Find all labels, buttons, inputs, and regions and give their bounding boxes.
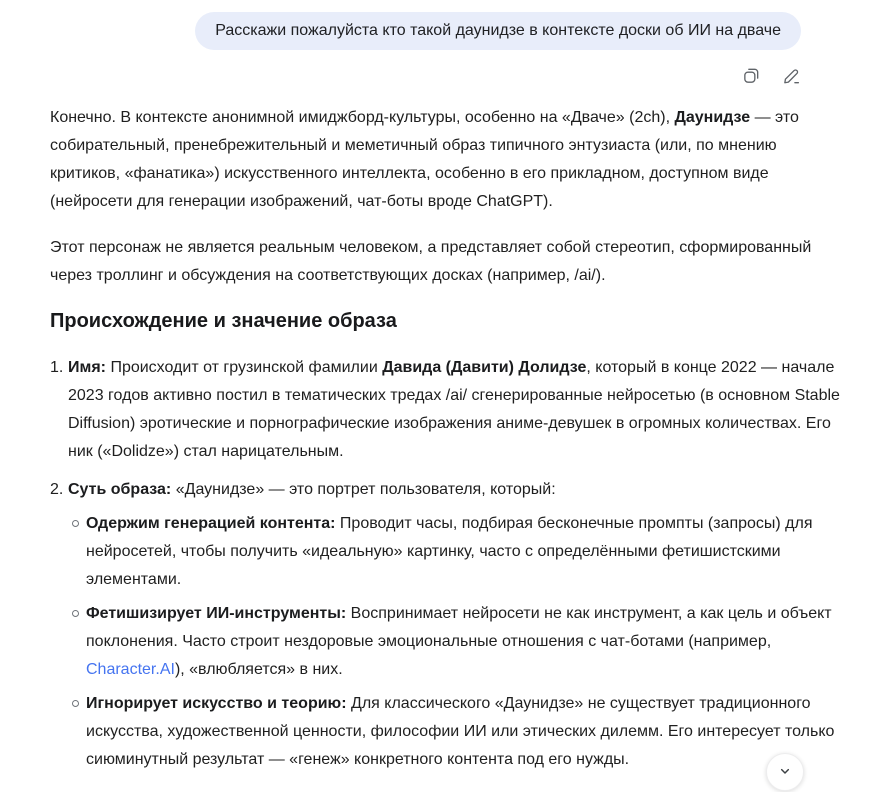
text-segment: Этот персонаж не является реальным человеком, а представляет собой стереотип, сформированный через троллинг и обсуждения на соответствующих досках (например, /ai/). (50, 239, 812, 284)
list-item (50, 476, 846, 774)
bullet-sublist (68, 510, 846, 774)
text-segment: Конечно. В контексте анонимной имиджборд-культуры, особенно на «Дваче» (2ch), (50, 109, 675, 126)
response-paragraph-2 (50, 234, 846, 290)
list-item-text (68, 481, 556, 498)
numbered-list (50, 354, 846, 774)
list-item-text (68, 359, 840, 460)
list-item (50, 354, 846, 466)
chevron-down-icon (777, 763, 793, 782)
sublist-item (86, 600, 846, 684)
response-paragraph-1 (50, 104, 846, 216)
copy-icon (742, 66, 761, 85)
text-segment: Воспринимает нейросети не как инструмент, а как цель и объект поклонения. Часто строит нездоровые эмоциональные отношения с чат-ботами (например, (86, 605, 832, 650)
bold-text: Имя: (68, 359, 106, 376)
sublist-item (86, 510, 846, 594)
bold-text: Фетишизирует ИИ-инструменты: (86, 605, 347, 622)
message-actions (0, 50, 890, 88)
text-segment: «Даунидзе» — это портрет пользователя, который: (171, 481, 556, 498)
text-segment: Для классического «Даунидзе» не существует традиционного искусства, художественной ценности, философии ИИ или этических дилемм. Его интересует только сиюминутный результат — «генеж» конкретного контента под его нужды. (86, 695, 835, 768)
bold-text: Одержим генерацией контента: (86, 515, 336, 532)
bold-text: Суть образа: (68, 481, 172, 498)
edit-button[interactable] (776, 62, 806, 88)
text-segment: — это собирательный, пренебрежительный и меметичный образ типичного энтузиаста (или, по мнению критиков, «фанатика») искусственного интеллекта, особенно в его прикладном, доступном виде (нейросети для генерации изображений, чат-боты вроде ChatGPT). (50, 109, 799, 210)
scroll-to-bottom-button[interactable] (766, 753, 804, 791)
text-segment: Происходит от грузинской фамилии (106, 359, 383, 376)
inline-link[interactable]: Character.AI (86, 661, 175, 678)
bold-text: Давида (Давити) Долидзе (382, 359, 587, 376)
copy-button[interactable] (736, 62, 766, 88)
bold-text: Даунидзе (674, 109, 751, 126)
assistant-response (50, 104, 846, 774)
text-segment: , который в конце 2022 — начале 2023 годов активно постил в тематических тредах /ai/ сгенерированные нейросетью (в основном Stable Diffusion) эротические и порнографические изображения аниме-девушек в огромных количествах. Его ник («Dolidze») стал нарицательным. (68, 359, 840, 460)
section-heading: Происхождение и значение образа (50, 310, 397, 332)
user-message-bubble (195, 12, 801, 50)
text-segment: ), «влюбляется» в них. (174, 661, 343, 678)
user-message-text: Расскажи пожалуйста кто такой даунидзе в контексте доски об ИИ на дваче (215, 22, 781, 39)
text-segment: Проводит часы, подбирая бесконечные промпты (запросы) для нейросетей, чтобы получить «идеальную» картинку, часто с определёнными фетишистскими элементами. (86, 515, 813, 588)
edit-icon (782, 66, 801, 85)
user-message-row (0, 0, 890, 50)
bold-text: Игнорирует искусство и теорию: (86, 695, 347, 712)
sublist-item (86, 690, 846, 774)
